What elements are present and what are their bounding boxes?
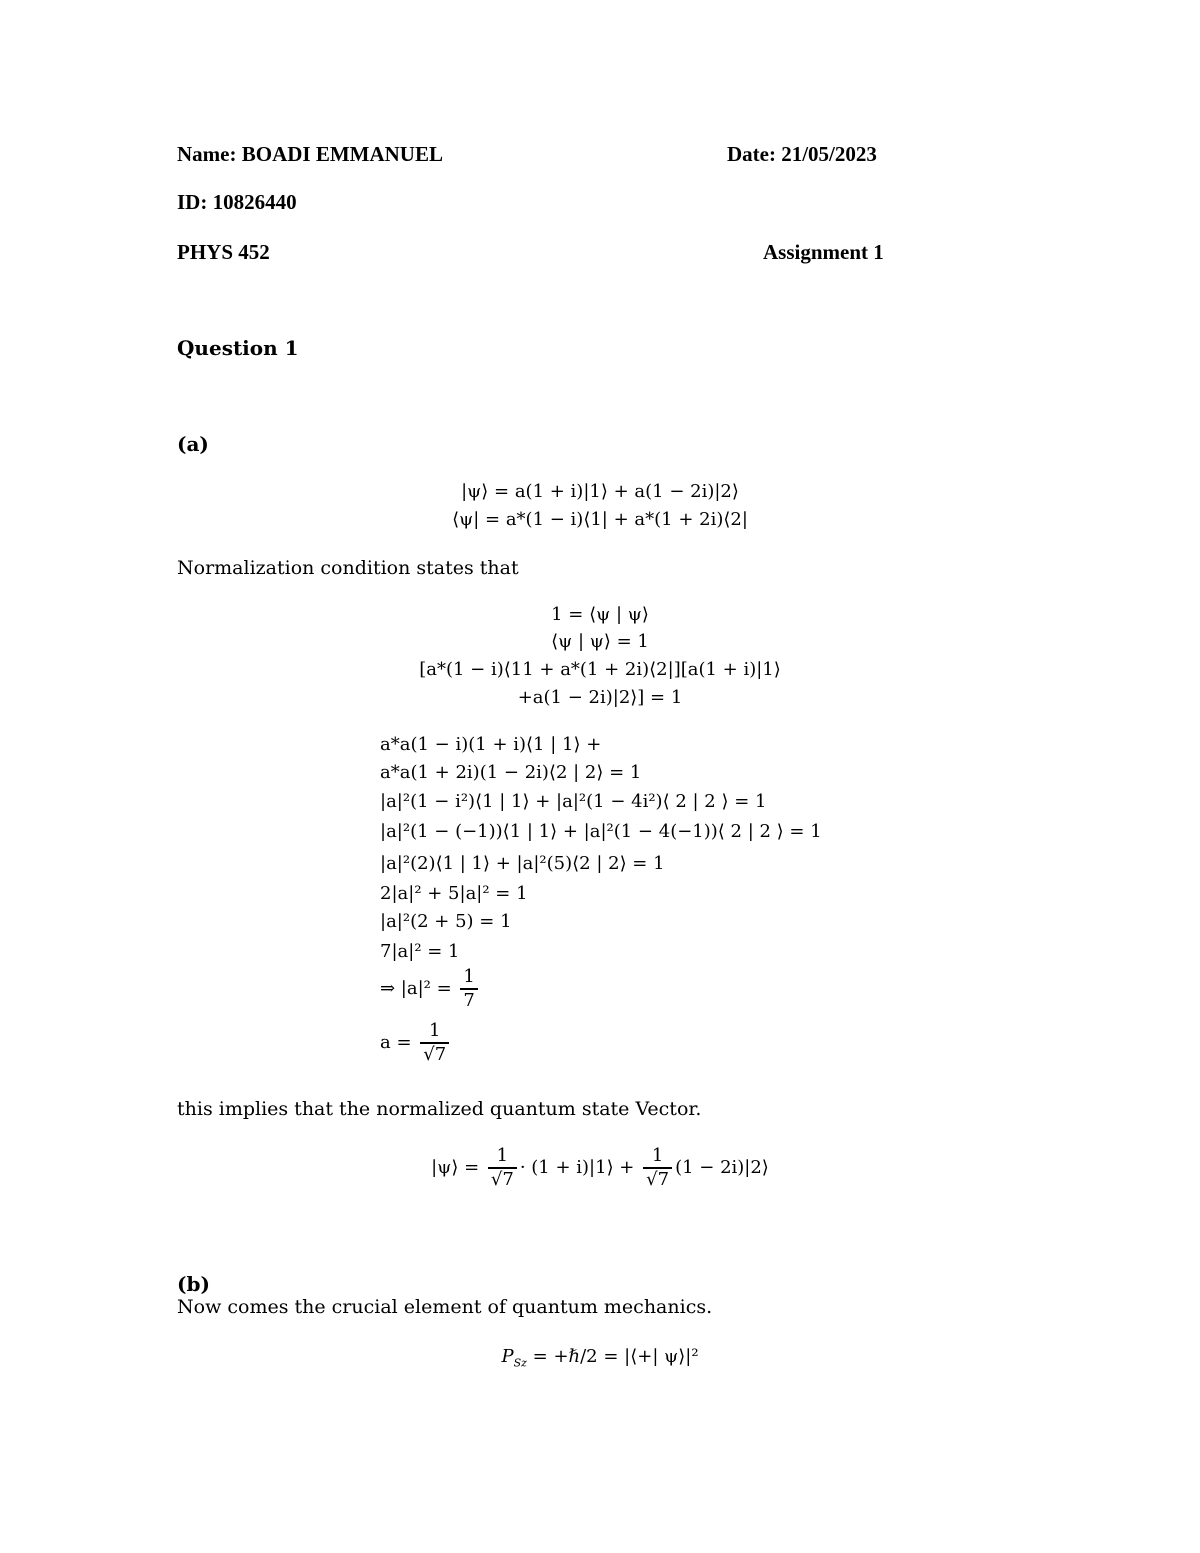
assignment-label: Assignment 1 [763,240,884,264]
probability-equation [0,1345,1200,1376]
part-b-text: Now comes the crucial element of quantum mechanics. [177,1296,713,1318]
expand-step-5: |a|²(2)⟨1 | 1⟩ + |a|²(5)⟨2 | 2⟩ = 1 [380,853,665,874]
course-code: PHYS 452 [177,240,270,264]
expand-step-2: a*a(1 + 2i)(1 − 2i)⟨2 | 2⟩ = 1 [380,762,642,783]
fraction-numerator: 1 [496,1145,509,1166]
fraction-numerator: 1 [651,1145,664,1166]
norm-step-2: ⟨ψ | ψ⟩ = 1 [551,631,649,652]
conclusion-text: this implies that the normalized quantum state Vector. [177,1098,702,1120]
prob-symbol: P [501,1346,514,1367]
expand-step-3: |a|²(1 − i²)⟨1 | 1⟩ + |a|²(1 − 4i²)⟨ 2 | 2 ⟩ = 1 [380,791,767,812]
fraction-numerator: 1 [429,1020,441,1041]
normalization-text: Normalization condition states that [177,557,519,579]
part-b-label: (b) [177,1272,210,1296]
submission-date: Date: 21/05/2023 [727,142,877,166]
fraction-numerator: 1 [463,966,475,987]
norm-step-3: [a*(1 − i)⟨11 + a*(1 + 2i)⟨2|][a(1 + i)|1⟩ [419,659,781,680]
fraction-one-over-root7 [420,1020,449,1066]
expand-step-8: 7|a|² = 1 [380,941,460,962]
part-a-label: (a) [177,432,209,456]
expand-step-6: 2|a|² + 5|a|² = 1 [380,883,528,904]
state-ket-equation: |ψ⟩ = a(1 + i)|1⟩ + a(1 − 2i)|2⟩ [461,481,739,502]
student-id: ID: 10826440 [177,190,297,214]
prob-rest: = +ℏ/2 = |⟨+| ψ⟩|² [526,1346,699,1367]
fraction-denominator: √7 [420,1042,449,1066]
implies-lhs: ⇒ |a|² = [380,978,452,999]
state-bra-equation: ⟨ψ| = a*(1 − i)⟨1| + a*(1 + 2i)⟨2| [452,509,748,530]
prob-subscript: Sz [513,1356,527,1370]
fraction-one-over-root7 [643,1145,672,1191]
a-value-equation [380,1020,452,1066]
norm-step-4: +a(1 − 2i)|2⟩] = 1 [517,687,683,708]
implies-equation [380,966,481,1012]
norm-step-1: 1 = ⟨ψ | ψ⟩ [551,604,649,625]
expand-step-1: a*a(1 − i)(1 + i)⟨1 | 1⟩ + [380,734,602,755]
question-title: Question 1 [177,336,299,360]
student-name: Name: BOADI EMMANUEL [177,142,443,166]
fraction-one-seventh [460,966,477,1012]
final-mid: · (1 + i)|1⟩ + [519,1157,635,1178]
a-lhs: a = [380,1032,412,1053]
expand-step-4: |a|²(1 − (−1))⟨1 | 1⟩ + |a|²(1 − 4(−1))⟨ 2 | 2 ⟩ = 1 [380,821,822,842]
normalized-state-equation [0,1145,1200,1191]
expand-step-7: |a|²(2 + 5) = 1 [380,911,512,932]
fraction-denominator: 7 [460,988,477,1012]
final-end: (1 − 2i)|2⟩ [675,1157,769,1178]
fraction-one-over-root7 [488,1145,517,1191]
fraction-denominator: √7 [643,1167,672,1191]
fraction-denominator: √7 [488,1167,517,1191]
final-lhs: |ψ⟩ = [431,1157,480,1178]
